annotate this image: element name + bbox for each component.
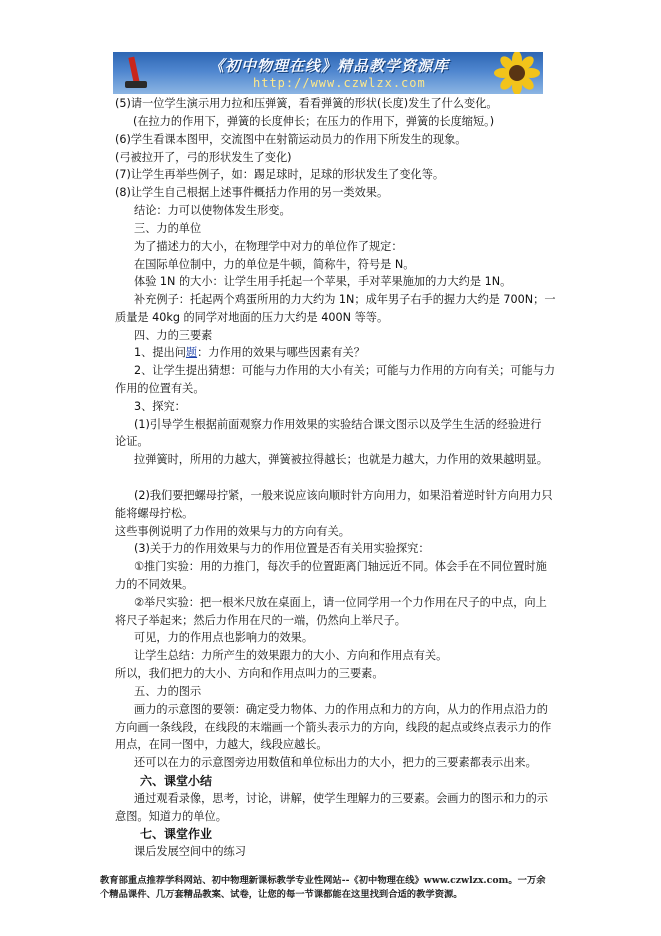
text-line: 为了描述力的大小，在物理学中对力的单位作了规定：	[134, 240, 403, 253]
text-line: 还可以在力的示意图旁边用数值和单位标出力的大小，把力的三要素都表示出来。	[134, 756, 537, 769]
text-line: 论证。	[115, 435, 149, 448]
section-heading: 三、力的单位	[134, 222, 202, 235]
text-line: 用点，在同一图中，力越大，线段应越长。	[115, 738, 328, 751]
section-heading: 四、力的三要素	[134, 329, 213, 342]
text-line: 可见，力的作用点也影响力的效果。	[134, 631, 314, 644]
section-heading: 五、力的图示	[134, 685, 202, 698]
text-line: 体验 1N 的大小：让学生用手托起一个苹果，手对苹果施加的力大约是 1N。	[134, 275, 512, 288]
text-line: ①推门实验：用的力推门，每次手的位置距离门轴远近不同。体会手在不同位置时施	[134, 560, 547, 573]
text-line: 意图。知道力的单位。	[115, 810, 227, 823]
text-line: 能将螺母拧松。	[115, 507, 194, 520]
sunflower-icon	[477, 52, 543, 94]
text-line: 课后发展空间中的练习	[134, 845, 246, 858]
text-line: (3)关于力的作用效果与力的作用位置是否有关用实验探究：	[134, 542, 430, 555]
text-line: (6)学生看课本图甲，交流图中在射箭运动员力的作用下所发生的现象。	[115, 133, 467, 146]
text-line: 拉弹簧时，所用的力越大，弹簧被拉得越长；也就是力越大，力作用的效果越明显。	[134, 453, 548, 466]
text-line: 所以，我们把力的大小、方向和作用点叫力的三要素。	[115, 667, 384, 680]
text-line: (1)引导学生根据前面观察力作用效果的实验结合课文图示以及学生生活的经验进行	[134, 418, 542, 431]
site-logo-icon	[121, 55, 151, 91]
text-line: (8)让学生自己根据上述事件概括力作用的另一类效果。	[115, 186, 389, 199]
line-text: ：力作用的效果与哪些因素有关？	[197, 346, 365, 359]
section-heading: 七、课堂作业	[140, 827, 213, 841]
text-line: (5)请一位学生演示用力拉和压弹簧，看看弹簧的形状(长度)发生了什么变化。	[115, 97, 498, 110]
text-line: 将尺子举起来；然后力作用在尺的一端，仍然向上举尺子。	[115, 614, 406, 627]
text-line: (在拉力的作用下，弹簧的长度伸长；在压力的作用下，弹簧的长度缩短。)	[133, 115, 495, 128]
text-line: 画力的示意图的要领：确定受力物体、力的作用点和力的方向，从力的作用点沿力的	[134, 703, 548, 716]
banner-title: 《初中物理在线》精品教学资源库	[209, 57, 450, 75]
text-line: 作用的位置有关。	[115, 382, 205, 395]
text-line: (2)我们要把螺母拧紧，一般来说应该向顺时针方向用力，如果沿着逆时针方向用力只	[134, 489, 553, 502]
text-line: 结论：力可以使物体发生形变。	[134, 204, 291, 217]
line-number: 1	[134, 346, 142, 359]
header-banner	[113, 52, 543, 94]
text-line: (7)让学生再举些例子，如：踢足球时，足球的形状发生了变化等。	[115, 168, 445, 181]
text-line: 3、探究：	[134, 400, 186, 413]
text-line: (弓被拉开了，弓的形状发生了变化)	[115, 151, 292, 164]
text-line: ②举尺实验：把一根米尺放在桌面上，请一位同学用一个力作用在尺子的中点，向上	[134, 596, 547, 609]
footer-line: 个精品课件、几万套精品教案、试卷，让您的每一节课都能在这里找到合适的教学资源。	[100, 889, 463, 900]
footer-line: 教育部重点推荐学科网站、初中物理新课标教学专业性网站--《初中物理在线》www.czwlzx.com。一万余	[100, 875, 546, 886]
text-line: 在国际单位制中，力的单位是牛顿，简称牛，符号是 N。	[134, 258, 415, 271]
text-line: 通过观看录像，思考，讨论，讲解，使学生理解力的三要素。会画力的图示和力的示	[134, 792, 548, 805]
text-line: 2、让学生提出猜想：可能与力作用的大小有关；可能与力作用的方向有关；可能与力	[134, 364, 556, 377]
text-line: 力的不同效果。	[115, 578, 194, 591]
question-link[interactable]: 题	[185, 346, 198, 359]
text-line	[134, 345, 365, 361]
text-line: 这些事例说明了力作用的效果与力的方向有关。	[115, 525, 350, 538]
text-line: 质量是 40kg 的同学对地面的压力大约是 400N 等等。	[115, 311, 389, 324]
section-heading: 六、课堂小结	[140, 774, 213, 788]
banner-url: http://www.czwlzx.com	[253, 76, 426, 90]
text-line: 补充例子：托起两个鸡蛋所用的力大约为 1N；成年男子右手的握力大约是 700N；一	[134, 293, 556, 306]
text-line: 方向画一条线段，在线段的末端画一个箭头表示力的方向，线段的起点或终点表示力的作	[115, 721, 552, 734]
text-line: 让学生总结：力所产生的效果跟力的大小、方向和作用点有关。	[134, 649, 448, 662]
line-text: 、提出问	[141, 346, 186, 359]
